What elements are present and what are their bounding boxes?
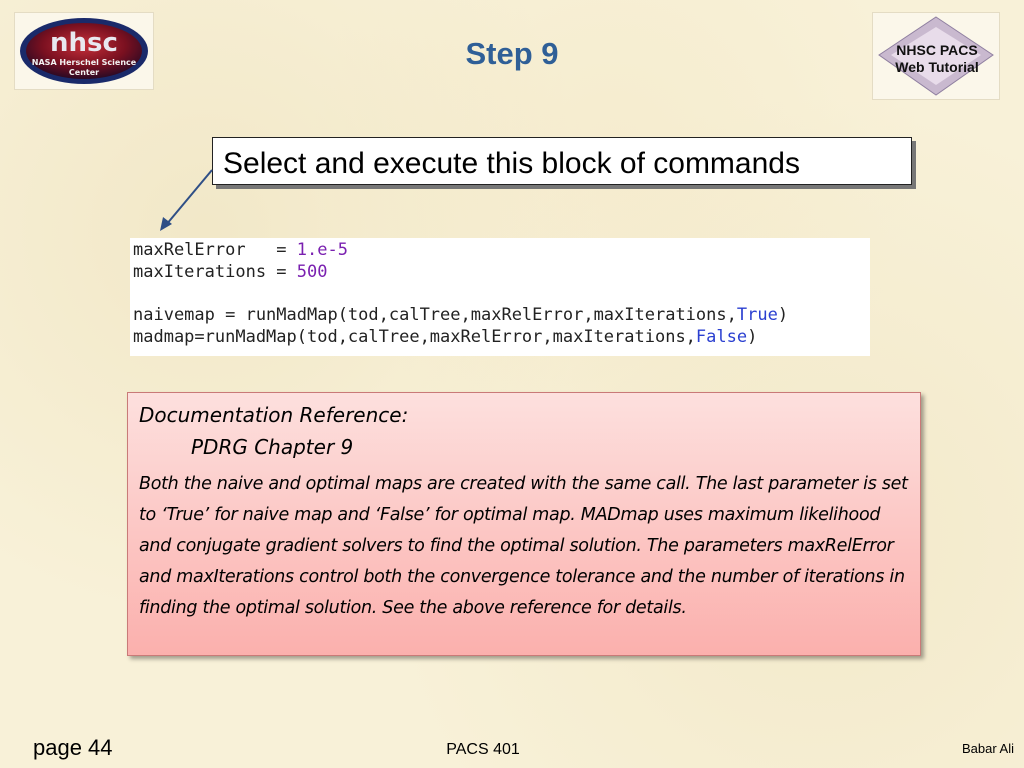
doc-heading: Documentation Reference:: [139, 403, 409, 427]
doc-body: Both the naive and optimal maps are created with the same call. The last parameter is set to ‘True’ for naive map and ‘False’ for optimal map. MADmap uses maximum likelihood and conjugate gradient solvers to find the optimal solution. The parameters maxRelError and maxIterations control both the convergence tolerance and the number of iterations in finding the optimal solution. See the above reference for details.: [139, 474, 908, 618]
author-label: Babar Ali: [961, 741, 1014, 756]
course-label: PACS 401: [446, 741, 520, 758]
nhsc-logo-subtitle: NASA Herschel Science: [31, 58, 137, 67]
code-line: madmap=runMadMap(tod,calTree,maxRelError,maxIterations,False): [133, 327, 758, 347]
slide-title: Step 9: [465, 36, 559, 71]
page-number: page 44: [33, 735, 113, 760]
doc-subheading: PDRG Chapter 9: [191, 435, 354, 459]
pacs-logo-line1: NHSC PACS: [896, 42, 978, 58]
code-line: maxIterations = 500: [133, 262, 328, 282]
code-line: maxRelError = 1.e-5: [133, 240, 348, 260]
code-block: [130, 238, 870, 356]
callout-text: Select and execute this block of commands: [223, 147, 800, 180]
nhsc-logo-text: nhsc: [50, 28, 118, 58]
instruction-callout: [212, 137, 912, 185]
pacs-logo-line2: Web Tutorial: [895, 59, 979, 75]
documentation-box: [127, 392, 921, 656]
nhsc-logo-subtitle-2: Center: [68, 68, 100, 77]
code-line: naivemap = runMadMap(tod,calTree,maxRelError,maxIterations,True): [133, 305, 789, 325]
